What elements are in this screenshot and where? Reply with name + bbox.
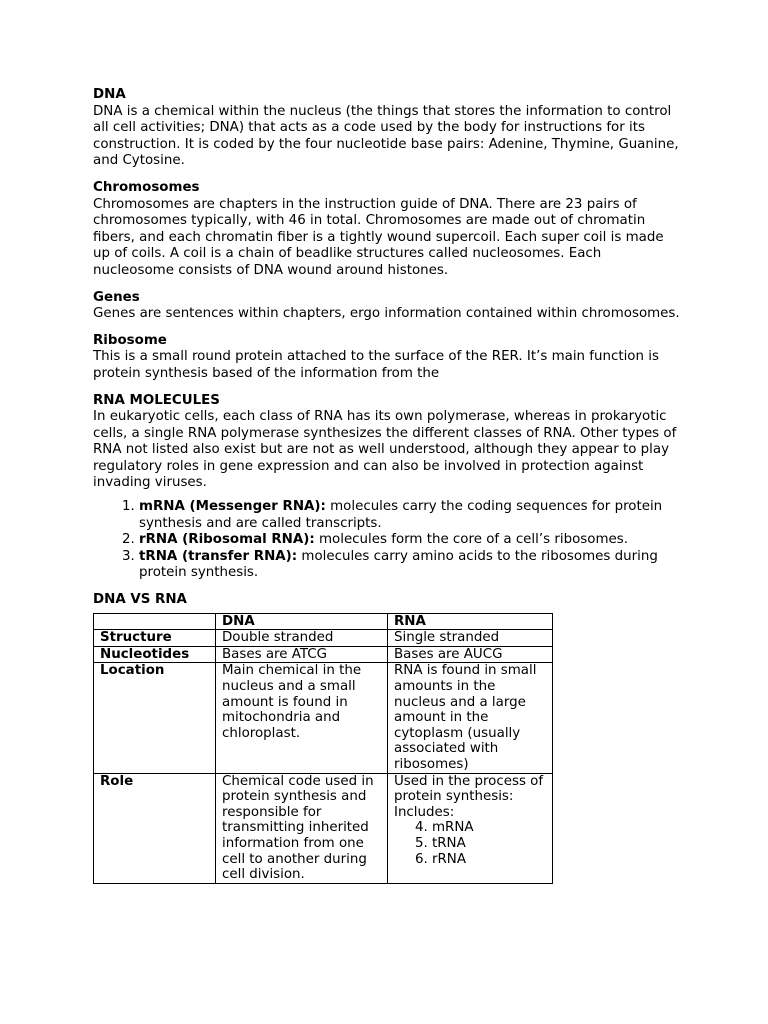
section-heading: Chromosomes — [93, 179, 200, 195]
section-ribosome — [93, 333, 683, 383]
table-row — [94, 773, 553, 883]
section-body: This is a small round protein attached to the surface of the RER. It’s main function is protein synthesis based of the information from the — [93, 349, 659, 381]
dna-cell: Double stranded — [216, 630, 388, 647]
list-item: 5. tRNA — [432, 836, 546, 852]
section-body: DNA is a chemical within the nucleus (the things that stores the information to control all cell activities; DNA) that acts as a code used by the body for instructions for its construction. It is coded by the four nucleotide base pairs: Adenine, Thymine, Guanine, and Cytosine. — [93, 103, 679, 169]
header-cell: RNA — [388, 613, 553, 630]
section-rna-molecules — [93, 393, 683, 583]
section-heading: Ribosome — [93, 332, 167, 348]
dna-vs-rna-table — [93, 613, 553, 884]
section-heading: RNA MOLECULES — [93, 392, 220, 408]
dna-cell: Bases are ATCG — [216, 646, 388, 663]
header-cell — [94, 613, 216, 630]
section-genes — [93, 290, 683, 323]
section-dna — [93, 87, 683, 170]
section-heading: Genes — [93, 289, 140, 305]
rna-type-term: rRNA (Ribosomal RNA): — [139, 532, 315, 548]
comparison-title: DNA VS RNA — [93, 592, 187, 608]
list-item — [139, 532, 683, 549]
rna-cell: Bases are AUCG — [388, 646, 553, 663]
header-cell: DNA — [216, 613, 388, 630]
section-body: Chromosomes are chapters in the instruction guide of DNA. There are 23 pairs of chromosomes typically, with 46 in total. Chromosomes are made out of chromatin fibers, and each chromatin fiber is a tightly wound supercoil. Each super coil is made up of coils. A coil is a chain of beadlike structures called nucleosomes. Each nucleosome consists of DNA wound around histones. — [93, 196, 664, 278]
row-label: Location — [94, 663, 216, 773]
list-item — [139, 549, 683, 582]
rna-type-term: tRNA (transfer RNA): — [139, 548, 298, 564]
document-page — [93, 87, 683, 884]
rna-role-list — [394, 820, 546, 867]
dna-cell: Chemical code used in protein synthesis and responsible for transmitting inherited information from one cell to another during cell division. — [216, 773, 388, 883]
row-label: Role — [94, 773, 216, 883]
list-item — [139, 499, 683, 532]
row-label: Structure — [94, 630, 216, 647]
section-body: Genes are sentences within chapters, ergo information contained within chromosomes. — [93, 306, 680, 322]
dna-cell: Main chemical in the nucleus and a small amount is found in mitochondria and chloroplast. — [216, 663, 388, 773]
rna-type-desc: molecules carry the coding sequences for protein synthesis and are called transcripts. — [139, 499, 663, 531]
rna-type-term: mRNA (Messenger RNA): — [139, 499, 326, 515]
rna-cell — [388, 773, 553, 883]
rna-role-text: Used in the process of protein synthesis: Includes: — [394, 773, 544, 820]
table-row — [94, 646, 553, 663]
rna-types-list — [93, 499, 683, 582]
list-item: 4. mRNA — [432, 820, 546, 836]
section-chromosomes — [93, 180, 683, 280]
rna-type-desc: molecules form the core of a cell’s ribosomes. — [314, 532, 628, 548]
row-label: Nucleotides — [94, 646, 216, 663]
section-heading: DNA — [93, 87, 126, 102]
rna-type-desc: molecules carry amino acids to the ribosomes during protein synthesis. — [139, 548, 658, 581]
rna-cell: RNA is found in small amounts in the nucleus and a large amount in the cytoplasm (usually associated with ribosomes) — [388, 663, 553, 773]
rna-cell: Single stranded — [388, 630, 553, 647]
table-row — [94, 630, 553, 647]
list-item: 6. rRNA — [432, 852, 546, 868]
section-body: In eukaryotic cells, each class of RNA has its own polymerase, whereas in prokaryotic cells, a single RNA polymerase synthesizes the different classes of RNA. Other types of RNA not listed also exist but are not as well understood, although they appear to play regulatory roles in gene expression and can also be involved in protection against invading viruses. — [93, 409, 677, 491]
table-header-row — [94, 613, 553, 630]
table-row — [94, 663, 553, 773]
